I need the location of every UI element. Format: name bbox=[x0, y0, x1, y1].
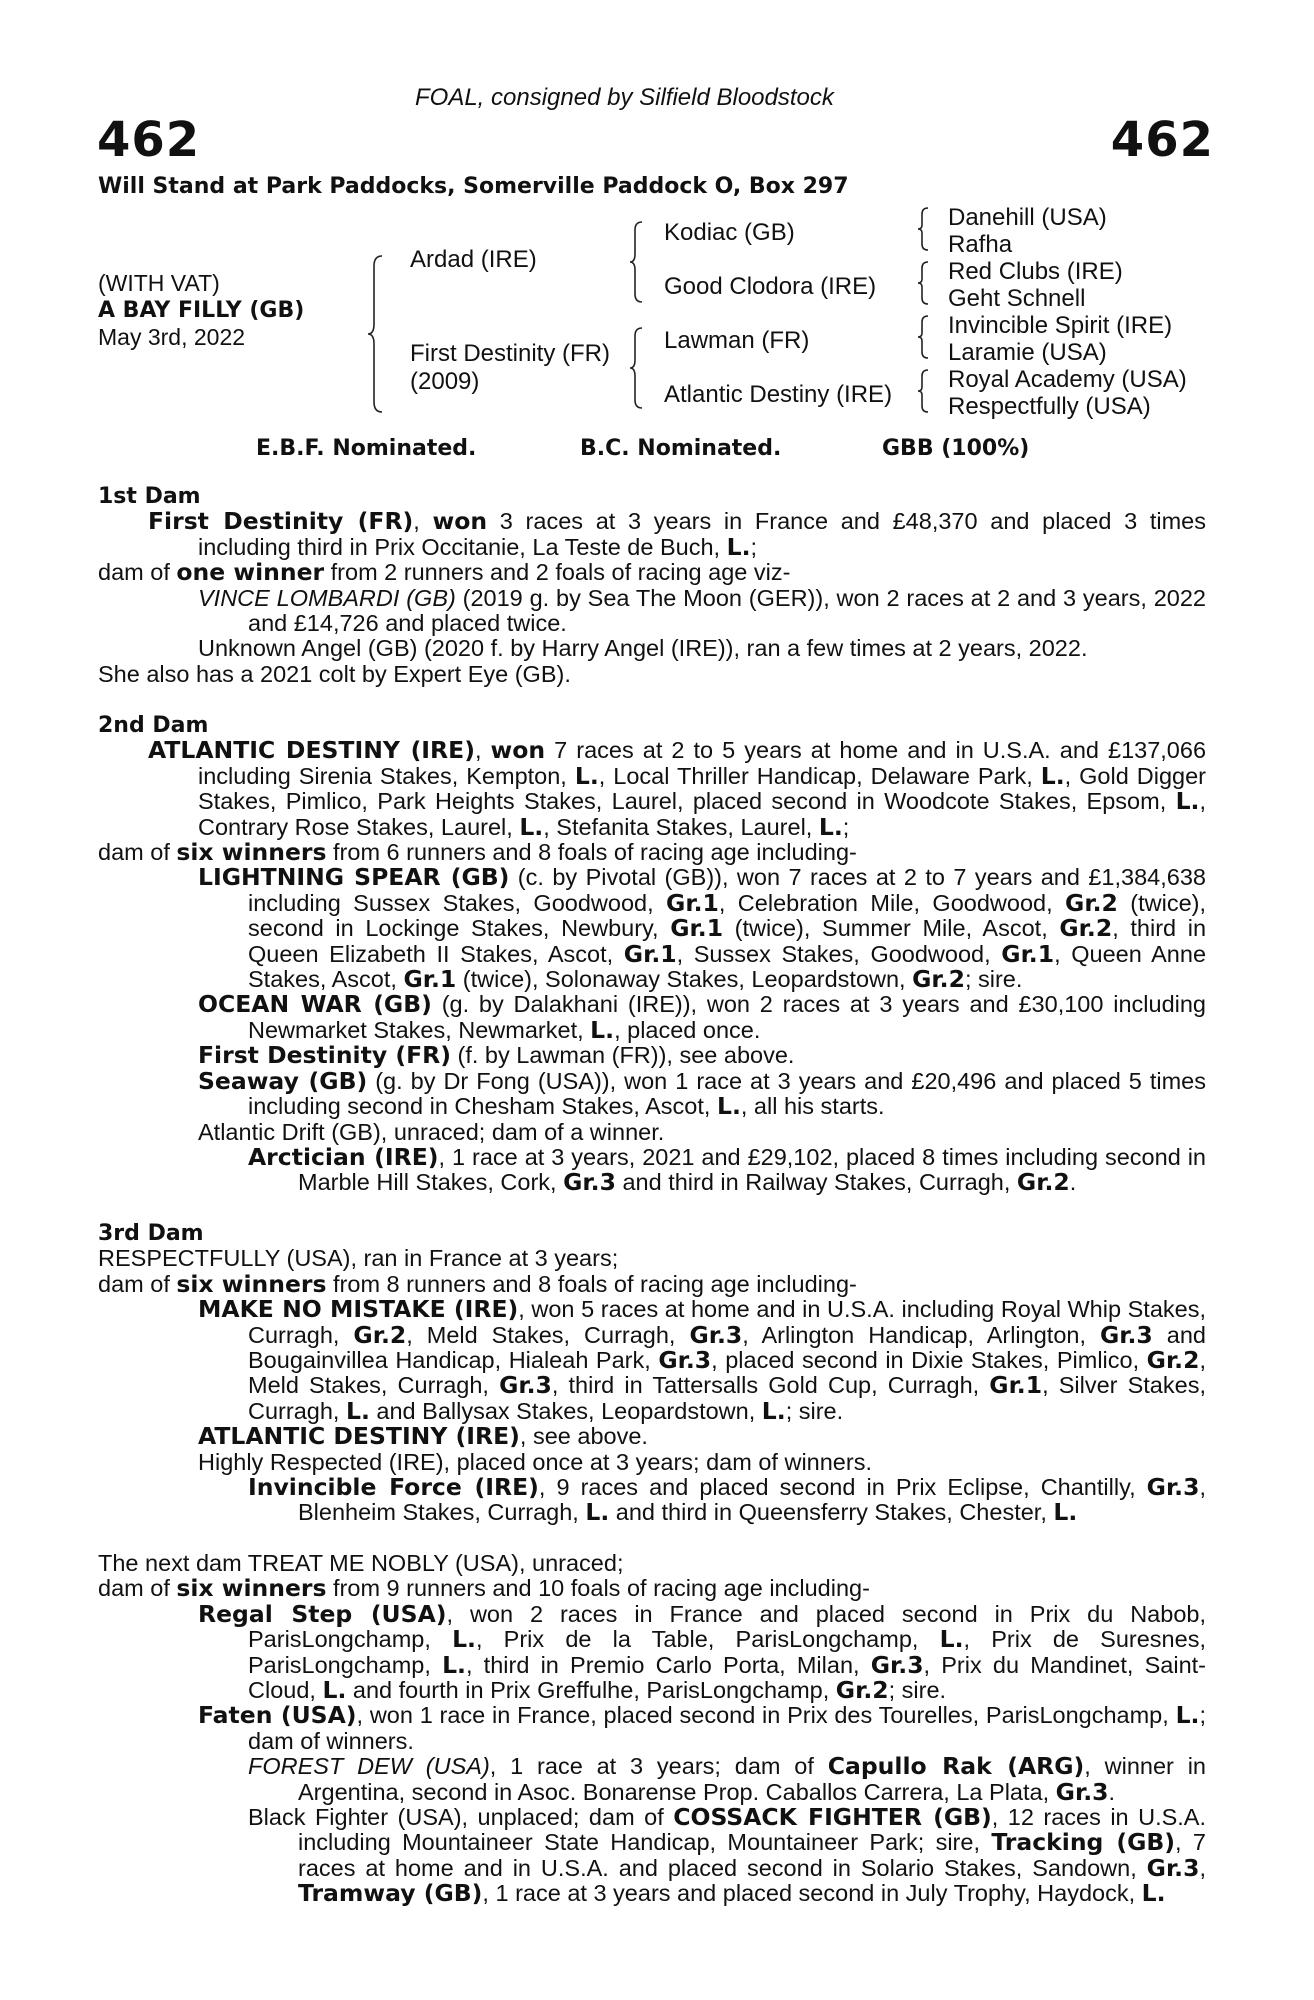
bc-nomination: B.C. Nominated. bbox=[580, 436, 782, 461]
pedigree-g3-6: Laramie (USA) bbox=[948, 339, 1107, 366]
group-mark: Gr.3 bbox=[1146, 1473, 1200, 1502]
produce-text: (twice), second in Lockinge Stakes, Newbury, bbox=[248, 889, 1206, 942]
produce-name: First Destinity (FR) bbox=[198, 1041, 451, 1070]
produce-text: , Blenheim Stakes, Curragh, bbox=[298, 1474, 1206, 1526]
record-text: , Stefanita Stakes, Laurel, bbox=[543, 813, 819, 840]
listed-mark: L. bbox=[322, 1676, 347, 1705]
pedigree-bracket-lawman bbox=[918, 314, 934, 360]
pedigree-bracket-atlantic bbox=[918, 368, 934, 414]
third-dam-section bbox=[98, 1221, 1206, 1526]
listed-mark: L. bbox=[761, 1396, 786, 1425]
group-mark: Gr.3 bbox=[499, 1371, 552, 1400]
produce-text: , placed second in Dixie Stakes, Pimlico, bbox=[711, 1347, 1147, 1374]
pedigree-sire-dam: Good Clodora (IRE) bbox=[664, 273, 877, 300]
produce-text: . bbox=[1108, 1778, 1116, 1805]
listed-mark: L. bbox=[1053, 1498, 1078, 1527]
produce-name: Faten (USA) bbox=[198, 1701, 357, 1730]
produce-name: Capullo Rak (ARG) bbox=[827, 1752, 1085, 1781]
produce-text: , placed once. bbox=[614, 1016, 761, 1043]
produce-summary: from 6 runners and 8 foals of racing age including- bbox=[326, 839, 857, 866]
produce-text: , won 5 races at home and in U.S.A. including Royal Whip Stakes, Curragh, bbox=[248, 1296, 1206, 1348]
vat-note: (WITH VAT) bbox=[98, 270, 220, 296]
listed-mark: L. bbox=[726, 532, 751, 561]
dam-of-label: dam of bbox=[98, 1575, 177, 1602]
first-dam-heading: 1st Dam bbox=[98, 484, 201, 509]
produce-text: Black Fighter (USA), unplaced; dam of bbox=[248, 1804, 674, 1831]
next-dam-section bbox=[98, 1551, 1206, 1907]
ebf-nomination: E.B.F. Nominated. bbox=[256, 436, 477, 461]
produce-faten bbox=[98, 1703, 1206, 1754]
produce-text: (c. by Pivotal (GB)), won 7 races at 2 to 7 years and £1,384,638 including Sussex Stakes, Goodwood, bbox=[248, 864, 1206, 916]
group-mark: Gr.1 bbox=[666, 888, 719, 917]
group-mark: Gr.2 bbox=[1059, 914, 1113, 943]
produce-name: VINCE LOMBARDI (GB) bbox=[198, 584, 456, 611]
produce-name: Invincible Force (IRE) bbox=[248, 1473, 539, 1502]
produce-text: , third in Queen Elizabeth II Stakes, Ascot, bbox=[248, 915, 1207, 967]
produce-text: , Arlington Handicap, Arlington, bbox=[742, 1321, 1100, 1348]
first-dam-record: First Destinity (FR), won 3 races at 3 years in France and £48,370 and placed 3 times including third in Prix Occitanie, La Teste de Buch, L.; bbox=[148, 507, 1206, 561]
produce-text: , bbox=[1199, 1854, 1206, 1881]
pedigree-bracket-clodora bbox=[918, 260, 934, 306]
produce-text: , Meld Stakes, Curragh, bbox=[406, 1321, 690, 1348]
pedigree-bracket-sire bbox=[630, 220, 650, 304]
pedigree-bracket-dam bbox=[630, 326, 650, 410]
record-text: 7 races at 2 to 5 years at home and in U.S.A. and £137,066 including Sirenia Stakes, Kempton, bbox=[198, 737, 1207, 789]
produce-first-destinity bbox=[98, 1043, 1206, 1068]
group-mark: Gr.3 bbox=[1146, 1853, 1200, 1882]
produce-text: (twice), Summer Mile, Ascot, bbox=[723, 915, 1060, 942]
pedigree-g3-2: Rafha bbox=[948, 231, 1013, 258]
produce-text: ; sire. bbox=[888, 1677, 947, 1704]
produce-arctician bbox=[98, 1142, 1207, 1197]
group-mark: Gr.2 bbox=[1016, 1168, 1070, 1197]
listed-mark: L. bbox=[1175, 1701, 1200, 1730]
produce-text: (g. by Dr Fong (USA)), won 1 race at 3 years and £20,496 and placed 5 times including second in Chesham Stakes, Ascot, bbox=[248, 1067, 1206, 1120]
pedigree-sire-sire: Kodiac (GB) bbox=[664, 219, 795, 246]
stand-location: Will Stand at Park Paddocks, Somerville Paddock O, Box 297 bbox=[98, 174, 849, 199]
produce-summary: from 8 runners and 8 foals of racing age including- bbox=[326, 1270, 857, 1297]
produce-text: , 1 race at 3 years, 2021 and £29,102, placed 8 times including second in Marble Hill Stakes, Cork, bbox=[298, 1143, 1207, 1196]
produce-text: and third in Queensferry Stakes, Chester, bbox=[609, 1499, 1054, 1526]
first-dam-section bbox=[98, 484, 1206, 687]
produce-name: LIGHTNING SPEAR (GB) bbox=[198, 863, 510, 892]
produce-make-no-mistake bbox=[98, 1297, 1206, 1424]
group-mark: Gr.2 bbox=[353, 1320, 407, 1349]
pedigree-dam-dam: Atlantic Destiny (IRE) bbox=[664, 381, 893, 408]
produce-lightning-spear bbox=[98, 865, 1206, 992]
produce-text: , Silver Stakes, Curragh, bbox=[248, 1372, 1206, 1424]
listed-mark: L. bbox=[939, 1625, 964, 1654]
produce-seaway bbox=[98, 1066, 1206, 1121]
group-mark: Gr.3 bbox=[870, 1650, 924, 1679]
punct: ; bbox=[842, 813, 850, 840]
group-mark: Gr.1 bbox=[989, 1371, 1043, 1400]
group-mark: Gr.3 bbox=[1055, 1777, 1109, 1806]
horse-name: A BAY FILLY (GB) bbox=[98, 298, 305, 323]
winner-count: six winners bbox=[176, 1269, 327, 1298]
produce-name: MAKE NO MISTAKE (IRE) bbox=[198, 1295, 519, 1324]
second-dam-produce-intro bbox=[98, 840, 1206, 865]
produce-text: ; sire. bbox=[785, 1397, 844, 1424]
listed-mark: L. bbox=[1141, 1879, 1166, 1908]
produce-atlantic-destiny bbox=[98, 1424, 1206, 1449]
produce-ocean-war bbox=[98, 992, 1206, 1043]
first-dam-also: She also has a 2021 colt by Expert Eye (GB). bbox=[98, 660, 571, 687]
produce-name: Tramway (GB) bbox=[298, 1879, 483, 1908]
dam-of-label: dam of bbox=[98, 1270, 177, 1297]
produce-text: , winner in Argentina, second in Asoc. Bonarense Prop. Caballos Carrera, La Plata, bbox=[298, 1753, 1206, 1805]
next-dam-intro: The next dam TREAT ME NOBLY (USA), unraced; bbox=[98, 1550, 624, 1576]
produce-black-fighter bbox=[98, 1805, 1206, 1907]
listed-mark: L. bbox=[1175, 787, 1200, 816]
winner-count: one winner bbox=[176, 558, 325, 587]
pedigree-g3-4: Geht Schnell bbox=[948, 285, 1086, 312]
produce-name: COSSACK FIGHTER (GB) bbox=[673, 1803, 992, 1832]
group-mark: Gr.1 bbox=[1001, 939, 1055, 968]
first-dam-text: 3 races at 3 years in France and £48,370 and placed 3 times including third in Prix Occitanie, La Teste de Buch, bbox=[198, 508, 1206, 560]
consignor-line: FOAL, consigned by Silfield Bloodstock bbox=[415, 84, 834, 111]
pedigree-g3-7: Royal Academy (USA) bbox=[948, 366, 1187, 393]
produce-name: OCEAN WAR (GB) bbox=[198, 990, 432, 1019]
record-text: , Gold Digger Stakes, Pimlico, Park Heights Stakes, Laurel, placed second in Woodcote Stakes, Epsom, bbox=[198, 762, 1206, 815]
produce-text: , see above. bbox=[519, 1423, 648, 1450]
produce-text: ; dam of winners. bbox=[248, 1702, 1206, 1754]
pedigree-g3-1: Danehill (USA) bbox=[948, 204, 1107, 231]
second-dam-heading: 2nd Dam bbox=[98, 713, 209, 738]
group-mark: Gr.3 bbox=[563, 1168, 616, 1197]
dam-of-label: dam of bbox=[98, 559, 177, 586]
produce-text: , all his starts. bbox=[740, 1093, 885, 1120]
produce-summary: from 2 runners and 2 foals of racing age viz- bbox=[324, 559, 791, 586]
listed-mark: L. bbox=[590, 1015, 615, 1044]
produce-text: . bbox=[1069, 1169, 1077, 1196]
produce-text: , Celebration Mile, Goodwood, bbox=[718, 889, 1066, 916]
gbb-status: GBB (100%) bbox=[882, 436, 1030, 461]
produce-atlantic-drift bbox=[98, 1120, 1206, 1145]
listed-mark: L. bbox=[345, 1396, 370, 1425]
listed-mark: L. bbox=[818, 812, 843, 841]
produce-text: and fourth in Prix Greffulhe, ParisLongchamp, bbox=[346, 1677, 836, 1704]
group-mark: Gr.2 bbox=[1146, 1346, 1200, 1375]
second-dam-record: ATLANTIC DESTINY (IRE), won 7 races at 2 to 5 years at home and in U.S.A. and £137,066 including Sirenia Stakes, Kempton, L., Local Thriller Handicap, Delaware Park, L., Gold Digger Stakes, Pimlico, Park Heights Stakes, Laurel, placed second in Woodcote Stakes, Epsom, L., Contrary Rose Stakes, Laurel, L., Stefanita Stakes, Laurel, L.; bbox=[148, 736, 1207, 841]
produce-forest-dew bbox=[98, 1754, 1206, 1805]
produce-text: and Bougainvillea Handicap, Hialeah Park, bbox=[248, 1321, 1206, 1374]
produce-name: FOREST DEW (USA) bbox=[248, 1753, 490, 1780]
pedigree-g3-8: Respectfully (USA) bbox=[948, 393, 1151, 420]
second-dam-won: won bbox=[490, 736, 546, 765]
second-dam-section bbox=[98, 713, 1206, 1196]
pedigree-g3-3: Red Clubs (IRE) bbox=[948, 258, 1123, 285]
winner-count: six winners bbox=[176, 1574, 327, 1603]
produce-text: , Sussex Stakes, Goodwood, bbox=[676, 940, 1002, 967]
pedigree-bracket-main bbox=[368, 254, 390, 414]
produce-text: and third in Railway Stakes, Curragh, bbox=[615, 1169, 1017, 1196]
listed-mark: L. bbox=[1040, 761, 1065, 790]
produce-text: , third in Premio Carlo Porta, Milan, bbox=[465, 1651, 871, 1678]
produce-text: and Ballysax Stakes, Leopardstown, bbox=[369, 1397, 762, 1424]
produce-text: , Prix de Suresnes, ParisLongchamp, bbox=[248, 1626, 1206, 1678]
produce-text: , 12 races in U.S.A. including Mountaineer State Handicap, Mountaineer Park; sire, bbox=[298, 1804, 1207, 1856]
pedigree-dam-year: (2009) bbox=[410, 368, 480, 395]
produce-text: , 7 races at home and in U.S.A. and placed second in Solario Stakes, Sandown, bbox=[298, 1829, 1206, 1881]
dam-of-label: dam of bbox=[98, 839, 177, 866]
first-dam-produce-2 bbox=[98, 636, 1206, 661]
produce-regal-step bbox=[98, 1599, 1206, 1705]
third-dam-produce-intro bbox=[98, 1269, 1206, 1298]
listed-mark: L. bbox=[574, 761, 599, 790]
listed-mark: L. bbox=[442, 1650, 466, 1679]
produce-text: (2019 g. by Sea The Moon (GER)), won 2 races at 2 and 3 years, 2022 and £14,726 and placed twice. bbox=[248, 584, 1206, 637]
produce-name: Tracking (GB) bbox=[991, 1828, 1176, 1857]
record-text: , Local Thriller Handicap, Delaware Park, bbox=[598, 762, 1041, 789]
produce-text: , 1 race at 3 years; dam of bbox=[489, 1753, 828, 1780]
listed-mark: L. bbox=[585, 1498, 610, 1527]
pedigree-dam-sire: Lawman (FR) bbox=[664, 327, 810, 354]
produce-text: Unknown Angel (GB) (2020 f. by Harry Angel (IRE)), ran a few times at 2 years, 2022. bbox=[198, 635, 1088, 662]
listed-mark: L. bbox=[519, 812, 544, 841]
winner-count: six winners bbox=[176, 838, 327, 867]
produce-text: , won 1 race in France, placed second in Prix des Tourelles, ParisLongchamp, bbox=[356, 1702, 1176, 1729]
group-mark: Gr.2 bbox=[835, 1676, 889, 1705]
produce-text: Highly Respected (IRE), placed once at 3 years; dam of winners. bbox=[198, 1448, 872, 1475]
first-dam-produce-intro bbox=[98, 560, 1206, 585]
produce-text: (twice), Solonaway Stakes, Leopardstown, bbox=[456, 966, 913, 993]
lot-number-right: 462 bbox=[1110, 112, 1214, 168]
group-mark: Gr.3 bbox=[658, 1346, 712, 1375]
third-dam-heading: 3rd Dam bbox=[98, 1221, 204, 1246]
produce-text: Atlantic Drift (GB), unraced; dam of a winner. bbox=[198, 1118, 665, 1145]
pedigree-g3-5: Invincible Spirit (IRE) bbox=[948, 312, 1173, 339]
produce-highly-respected bbox=[98, 1450, 1206, 1475]
produce-text: (g. by Dalakhani (IRE)), won 2 races at 3 years and £30,100 including Newmarket Stakes, Newmarket, bbox=[248, 991, 1206, 1043]
produce-text: , Meld Stakes, Curragh, bbox=[248, 1347, 1206, 1399]
punct: ; bbox=[750, 533, 758, 560]
group-mark: Gr.2 bbox=[912, 965, 965, 994]
group-mark: Gr.1 bbox=[403, 965, 457, 994]
group-mark: Gr.3 bbox=[1099, 1320, 1153, 1349]
first-dam-won: won bbox=[432, 507, 488, 536]
listed-mark: L. bbox=[716, 1092, 741, 1121]
first-dam-produce-1 bbox=[98, 586, 1206, 637]
produce-text: ; sire. bbox=[964, 966, 1023, 993]
produce-text: (f. by Lawman (FR)), see above. bbox=[450, 1042, 795, 1069]
record-text: , Contrary Rose Stakes, Laurel, bbox=[198, 788, 1206, 840]
second-dam-name: ATLANTIC DESTINY (IRE) bbox=[148, 736, 475, 765]
produce-text: , won 2 races in France and placed second in Prix du Nabob, ParisLongchamp, bbox=[248, 1600, 1206, 1653]
third-dam-intro: RESPECTFULLY (USA), ran in France at 3 years; bbox=[98, 1245, 619, 1272]
pedigree-dam: First Destinity (FR) bbox=[410, 340, 610, 367]
produce-name: ATLANTIC DESTINY (IRE) bbox=[198, 1422, 520, 1451]
produce-text: , 9 races and placed second in Prix Eclipse, Chantilly, bbox=[538, 1474, 1147, 1501]
produce-text: , Prix de la Table, ParisLongchamp, bbox=[475, 1626, 940, 1653]
produce-name: Seaway (GB) bbox=[198, 1066, 368, 1095]
pedigree-bracket-kodiac bbox=[918, 206, 934, 252]
produce-summary: from 9 runners and 10 foals of racing age including- bbox=[326, 1575, 870, 1602]
produce-name: Arctician (IRE) bbox=[248, 1142, 439, 1171]
produce-text: , third in Tattersalls Gold Cup, Curragh, bbox=[551, 1372, 990, 1399]
lot-number-left: 462 bbox=[97, 112, 201, 168]
group-mark: Gr.1 bbox=[670, 914, 724, 943]
produce-text: , 1 race at 3 years and placed second in July Trophy, Haydock, bbox=[482, 1880, 1142, 1907]
pedigree-sire: Ardad (IRE) bbox=[410, 246, 537, 273]
foaling-date: May 3rd, 2022 bbox=[98, 324, 246, 350]
next-dam-produce-intro bbox=[98, 1576, 1206, 1601]
produce-text: , Queen Anne Stakes, Ascot, bbox=[248, 940, 1207, 993]
produce-text: , Prix du Mandinet, Saint-Cloud, bbox=[248, 1651, 1206, 1704]
produce-invincible-force bbox=[98, 1475, 1206, 1526]
produce-name: Regal Step (USA) bbox=[198, 1599, 447, 1628]
listed-mark: L. bbox=[452, 1625, 476, 1654]
group-mark: Gr.2 bbox=[1065, 888, 1118, 917]
group-mark: Gr.3 bbox=[689, 1320, 743, 1349]
first-dam-name: First Destinity (FR) bbox=[148, 507, 414, 536]
group-mark: Gr.1 bbox=[623, 939, 677, 968]
